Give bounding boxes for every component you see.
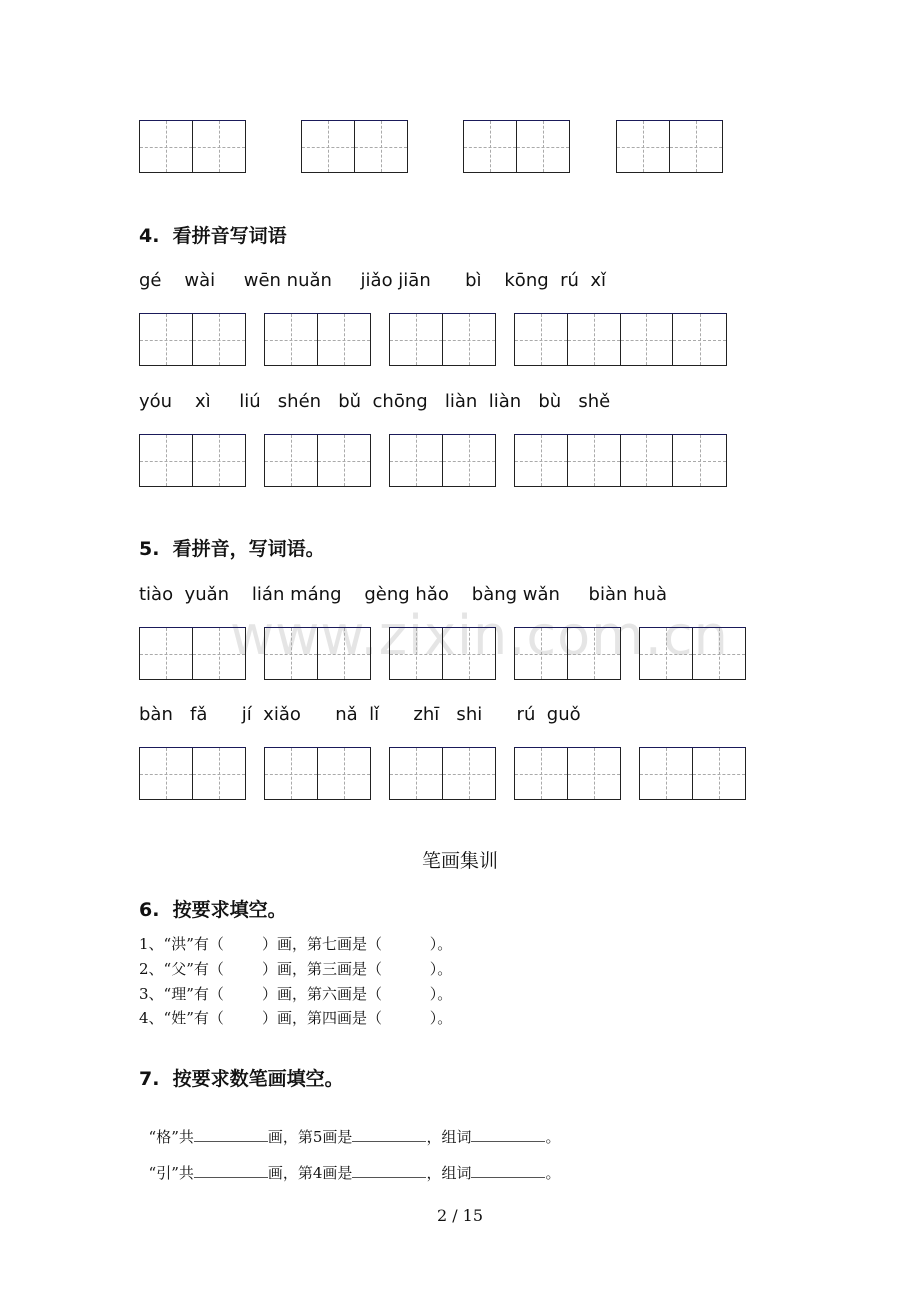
tianzige-cell[interactable] <box>515 628 568 679</box>
tianzige-cell[interactable] <box>621 435 674 486</box>
tianzige-group[interactable] <box>514 434 727 487</box>
tianzige-group[interactable] <box>389 747 496 800</box>
q4-pinyin-1: gé wài wēn nuǎn jiǎo jiān bì kōng rú xǐ <box>139 270 607 291</box>
tianzige-cell[interactable] <box>693 748 746 799</box>
tianzige-group[interactable] <box>514 627 621 680</box>
tianzige-cell[interactable] <box>193 435 246 486</box>
tianzige-group[interactable] <box>139 313 246 366</box>
tianzige-cell[interactable] <box>355 121 408 172</box>
tianzige-cell[interactable] <box>318 435 371 486</box>
tianzige-cell[interactable] <box>443 748 496 799</box>
answer-blank[interactable] <box>194 1163 268 1178</box>
tianzige-group[interactable] <box>389 434 496 487</box>
q6-title: 6. 按要求填空。 <box>139 899 287 921</box>
q5-title: 5. 看拼音，写词语。 <box>139 538 325 560</box>
q7-text: ，组词 <box>426 1128 472 1146</box>
tianzige-group[interactable] <box>301 120 408 173</box>
tianzige-cell[interactable] <box>617 121 670 172</box>
q6-line: 4、“姓”有（ ）画，第四画是（ ）。 <box>139 1009 453 1027</box>
tianzige-cell[interactable] <box>193 121 246 172</box>
tianzige-cell[interactable] <box>318 748 371 799</box>
section-title: 笔画集训 <box>421 850 498 872</box>
tianzige-cell[interactable] <box>464 121 517 172</box>
tianzige-cell[interactable] <box>318 628 371 679</box>
q6-line: 1、“洪”有（ ）画，第七画是（ ）。 <box>139 935 453 953</box>
tianzige-cell[interactable] <box>443 628 496 679</box>
q6-line: 3、“理”有（ ）画，第六画是（ ）。 <box>139 985 453 1003</box>
tianzige-group[interactable] <box>639 747 746 800</box>
tianzige-group[interactable] <box>616 120 723 173</box>
tianzige-group[interactable] <box>264 313 371 366</box>
tianzige-group[interactable] <box>264 747 371 800</box>
tianzige-cell[interactable] <box>265 748 318 799</box>
tianzige-cell[interactable] <box>443 435 496 486</box>
q7-text: “格”共 <box>148 1128 194 1146</box>
tianzige-group[interactable] <box>639 627 746 680</box>
tianzige-cell[interactable] <box>515 314 568 365</box>
tianzige-cell[interactable] <box>193 628 246 679</box>
tianzige-cell[interactable] <box>390 628 443 679</box>
q7-text: 画，第4画是 <box>267 1164 353 1182</box>
q7-line <box>139 1108 560 1147</box>
tianzige-cell[interactable] <box>140 435 193 486</box>
tianzige-cell[interactable] <box>515 435 568 486</box>
tianzige-cell[interactable] <box>390 314 443 365</box>
q7-text: “引”共 <box>148 1164 194 1182</box>
q7-text: 。 <box>545 1128 561 1146</box>
answer-blank[interactable] <box>352 1127 426 1142</box>
tianzige-group[interactable] <box>389 313 496 366</box>
tianzige-group[interactable] <box>139 120 246 173</box>
tianzige-cell[interactable] <box>568 435 621 486</box>
tianzige-cell[interactable] <box>443 314 496 365</box>
answer-blank[interactable] <box>352 1163 426 1178</box>
tianzige-group[interactable] <box>139 747 246 800</box>
tianzige-cell[interactable] <box>670 121 723 172</box>
q7-text: 。 <box>545 1164 561 1182</box>
tianzige-cell[interactable] <box>140 121 193 172</box>
tianzige-cell[interactable] <box>673 314 726 365</box>
q7-title: 7. 按要求数笔画填空。 <box>139 1068 344 1090</box>
q5-pinyin-2: bàn fǎ jí xiǎo nǎ lǐ zhī shi rú guǒ <box>139 704 581 725</box>
tianzige-cell[interactable] <box>140 314 193 365</box>
tianzige-group[interactable] <box>264 627 371 680</box>
tianzige-cell[interactable] <box>265 435 318 486</box>
tianzige-cell[interactable] <box>140 628 193 679</box>
tianzige-cell[interactable] <box>140 748 193 799</box>
tianzige-cell[interactable] <box>302 121 355 172</box>
tianzige-cell[interactable] <box>568 314 621 365</box>
tianzige-cell[interactable] <box>568 628 621 679</box>
watermark: www.zixin.com.cn <box>230 604 729 667</box>
answer-blank[interactable] <box>194 1127 268 1142</box>
tianzige-group[interactable] <box>264 434 371 487</box>
tianzige-cell[interactable] <box>517 121 570 172</box>
q7-text: 画，第5画是 <box>267 1128 353 1146</box>
tianzige-cell[interactable] <box>265 628 318 679</box>
tianzige-cell[interactable] <box>673 435 726 486</box>
tianzige-cell[interactable] <box>193 748 246 799</box>
q7-line <box>139 1144 560 1183</box>
answer-blank[interactable] <box>471 1127 545 1142</box>
tianzige-group[interactable] <box>463 120 570 173</box>
tianzige-cell[interactable] <box>621 314 674 365</box>
tianzige-cell[interactable] <box>568 748 621 799</box>
q5-pinyin-1: tiào yuǎn lián máng gèng hǎo bàng wǎn biàn huà <box>139 584 667 605</box>
tianzige-cell[interactable] <box>318 314 371 365</box>
tianzige-group[interactable] <box>389 627 496 680</box>
tianzige-group[interactable] <box>514 747 621 800</box>
tianzige-cell[interactable] <box>640 628 693 679</box>
q4-pinyin-2: yóu xì liú shén bǔ chōng liàn liàn bù shě <box>139 391 611 412</box>
tianzige-group[interactable] <box>514 313 727 366</box>
tianzige-cell[interactable] <box>515 748 568 799</box>
tianzige-group[interactable] <box>139 627 246 680</box>
page-number: 2 / 15 <box>436 1206 484 1225</box>
q4-title: 4. 看拼音写词语 <box>139 225 287 247</box>
tianzige-cell[interactable] <box>390 748 443 799</box>
tianzige-cell[interactable] <box>693 628 746 679</box>
tianzige-cell[interactable] <box>390 435 443 486</box>
q6-line: 2、“父”有（ ）画，第三画是（ ）。 <box>139 960 453 978</box>
q7-text: ，组词 <box>426 1164 472 1182</box>
tianzige-cell[interactable] <box>265 314 318 365</box>
tianzige-cell[interactable] <box>193 314 246 365</box>
tianzige-group[interactable] <box>139 434 246 487</box>
tianzige-cell[interactable] <box>640 748 693 799</box>
answer-blank[interactable] <box>471 1163 545 1178</box>
